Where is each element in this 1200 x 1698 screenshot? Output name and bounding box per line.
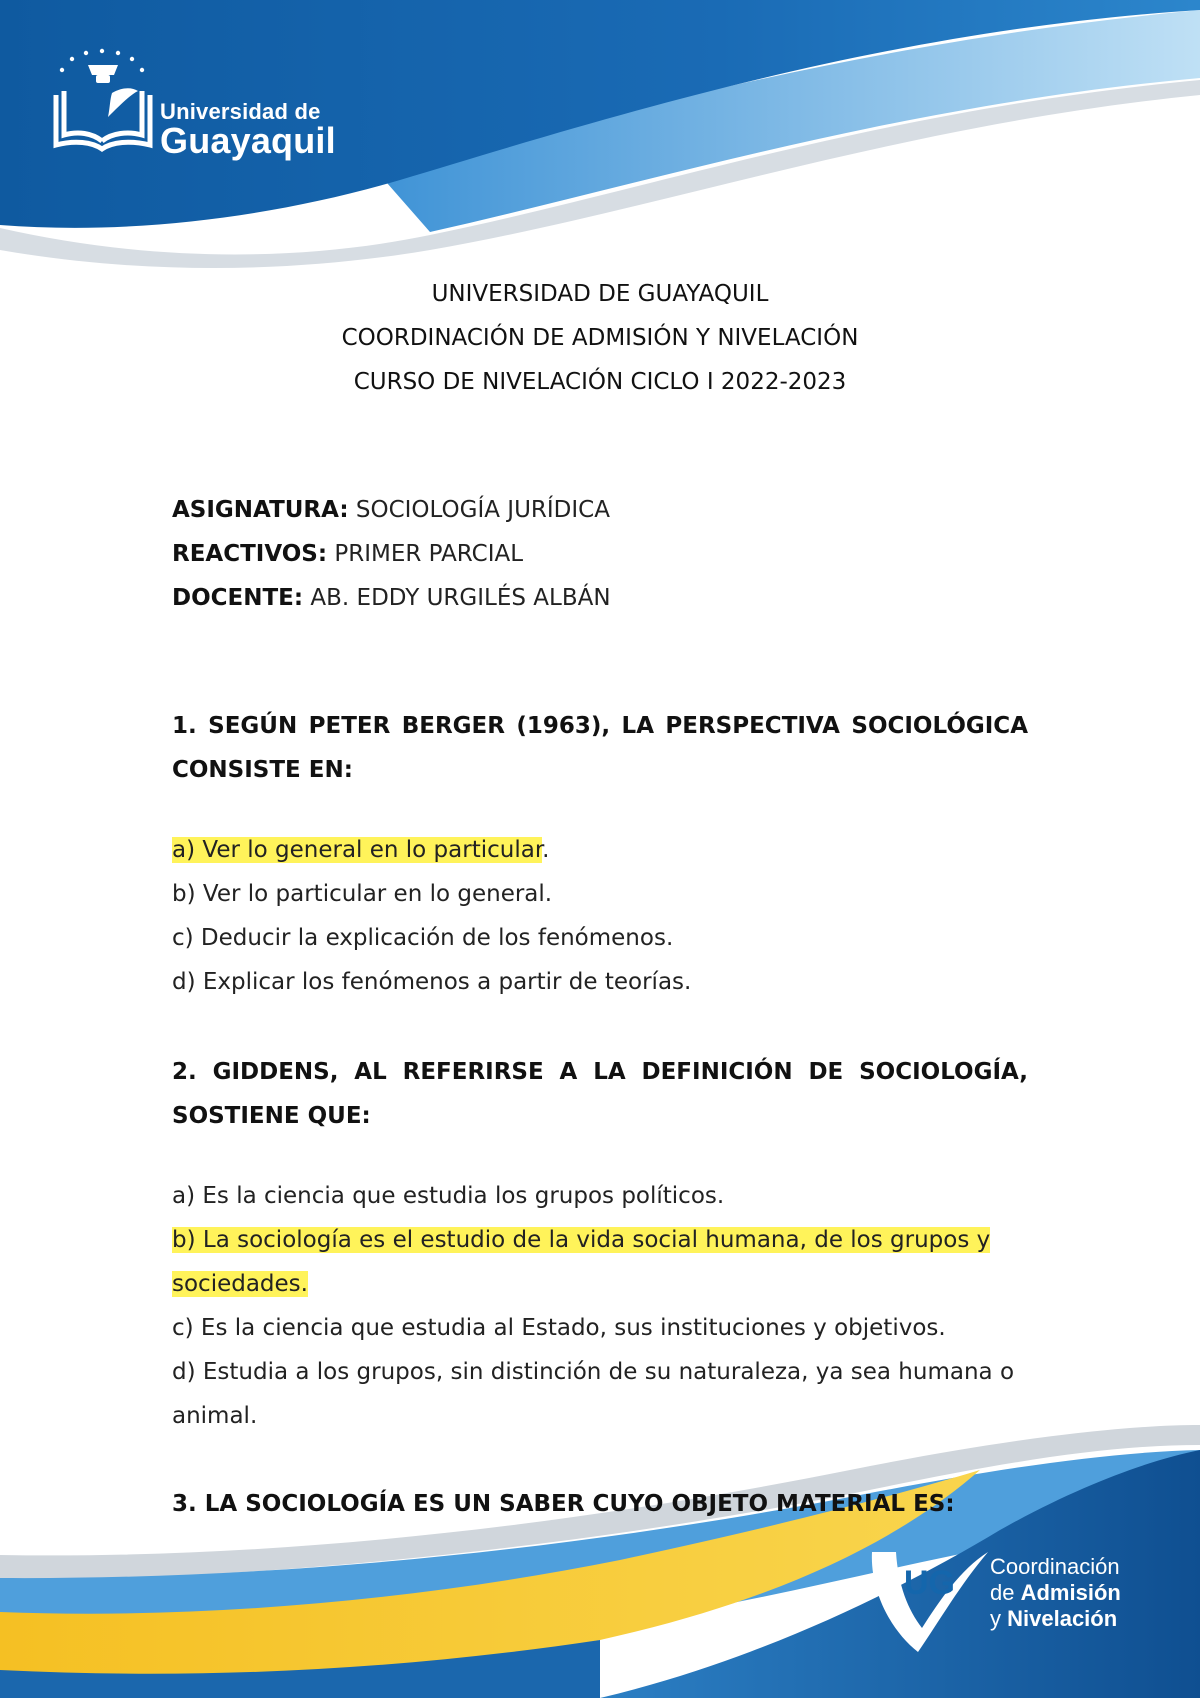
meta-teacher-value: AB. EDDY URGILÉS ALBÁN [303,585,611,611]
heading-coordination: COORDINACIÓN DE ADMISIÓN Y NIVELACIÓN [341,325,859,351]
question-2-title: 2. GIDDENS, AL REFERIRSE A LA DEFINICIÓN DE SOCIOLOGÍA, SOSTIENE QUE: [172,1059,1028,1129]
question-1-option-c: c) Deducir la explicación de los fenómenos. [172,925,674,951]
coordination-line3-bold: Nivelación [1007,1606,1118,1631]
question-3 [172,1482,1028,1526]
university-logo [50,45,350,160]
document-heading [0,272,1200,404]
ug-check-emblem-icon [860,1540,990,1660]
meta-items-label: REACTIVOS: [172,541,328,567]
coordination-line2 [990,1580,1121,1606]
coordination-line1: Coordinación [990,1554,1120,1579]
question-2-option-a: a) Es la ciencia que estudia los grupos políticos. [172,1183,725,1209]
logo-text-line2: Guayaquil [160,120,336,161]
question-2 [172,1050,1028,1438]
question-1-title: 1. SEGÚN PETER BERGER (1963), LA PERSPECTIVA SOCIOLÓGICA CONSISTE EN: [172,713,1028,783]
logo-text-line1: Universidad de [160,99,321,124]
question-2-option-b [172,1218,1028,1306]
coordination-line3-prefix: y [990,1606,1008,1631]
question-2-option-c: c) Es la ciencia que estudia al Estado, sus instituciones y objetivos. [172,1315,946,1341]
meta-subject [172,488,611,532]
book-emblem-icon [50,45,160,160]
heading-university: UNIVERSIDAD DE GUAYAQUIL [431,281,769,307]
coordination-line2-bold: Admisión [1020,1580,1121,1605]
question-1-option-b: b) Ver lo particular en lo general. [172,881,553,907]
question-1-option-a [172,828,1028,872]
heading-course: CURSO DE NIVELACIÓN CICLO I 2022-2023 [353,369,847,395]
question-1 [172,704,1028,1004]
meta-items [172,532,611,576]
answer-highlight: b) La sociología es el estudio de la vida social humana, de los grupos y sociedades. [172,1227,991,1297]
option-a-tail: . [542,837,550,863]
question-2-option-d: d) Estudia a los grupos, sin distinción de su naturaleza, ya sea humana o animal. [172,1359,1015,1429]
meta-subject-value: SOCIOLOGÍA JURÍDICA [348,497,610,523]
coordination-line3 [990,1606,1117,1632]
document-meta [172,488,611,620]
question-3-title: 3. LA SOCIOLOGÍA ES UN SABER CUYO OBJETO MATERIAL ES: [172,1491,955,1517]
answer-highlight: a) Ver lo general en lo particular [172,837,543,863]
svg-text:UG: UG [904,1564,955,1602]
coordination-logo [860,1540,1160,1660]
meta-teacher [172,576,611,620]
question-1-option-d: d) Explicar los fenómenos a partir de teorías. [172,969,692,995]
meta-teacher-label: DOCENTE: [172,585,304,611]
meta-items-value: PRIMER PARCIAL [327,541,524,567]
coordination-line2-prefix: de [990,1580,1021,1605]
meta-subject-label: ASIGNATURA: [172,497,349,523]
